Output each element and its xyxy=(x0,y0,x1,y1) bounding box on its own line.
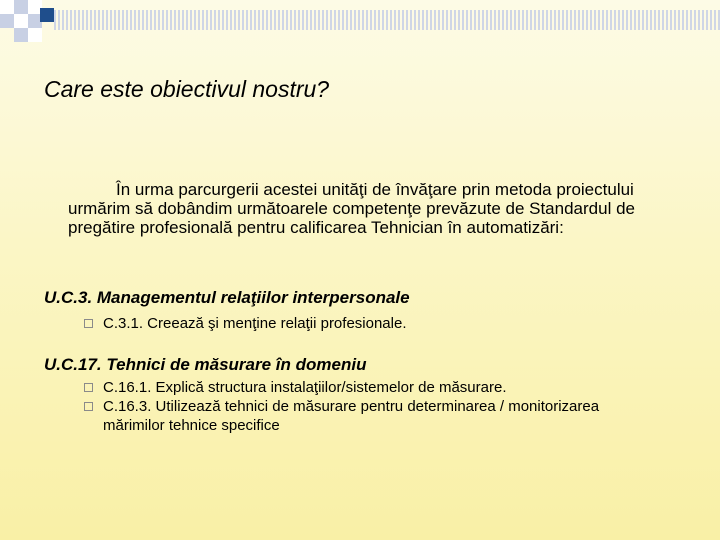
list-item xyxy=(84,314,684,333)
list-item xyxy=(84,378,604,397)
competence-text: C.16.3. Utilizează tehnici de măsurare pentru determinarea / monitorizarea mărimilor tehnice specifice xyxy=(103,398,600,434)
square-bullet-icon xyxy=(84,383,93,392)
slide-title: Care este obiectivul nostru? xyxy=(44,76,330,102)
square-bullet-icon xyxy=(84,402,93,411)
competence-text: C.16.1. Explică structura instalaţiilor/sistemelor de măsurare. xyxy=(103,379,507,396)
decorative-header xyxy=(0,0,720,50)
intro-paragraph: În urma parcurgerii acestei unităţi de învăţare prin metoda proiectului urmărim să dobândim următoarele competenţe prevăzute de Standardul de pregătire profesională pentru calificarea Tehnician în automatizări: xyxy=(68,180,635,237)
corner-squares xyxy=(0,0,54,42)
unit-heading-uc17: U.C.17. Tehnici de măsurare în domeniu xyxy=(44,355,367,374)
unit-uc3-list xyxy=(84,314,684,333)
competence-text: C.3.1. Creează şi menţine relaţii profesionale. xyxy=(103,315,407,332)
unit-heading-uc3: U.C.3. Managementul relaţiilor interpersonale xyxy=(44,288,410,307)
list-item xyxy=(84,397,604,435)
square-bullet-icon xyxy=(84,319,93,328)
stripe-band xyxy=(54,10,720,30)
unit-uc17-list xyxy=(84,378,604,435)
